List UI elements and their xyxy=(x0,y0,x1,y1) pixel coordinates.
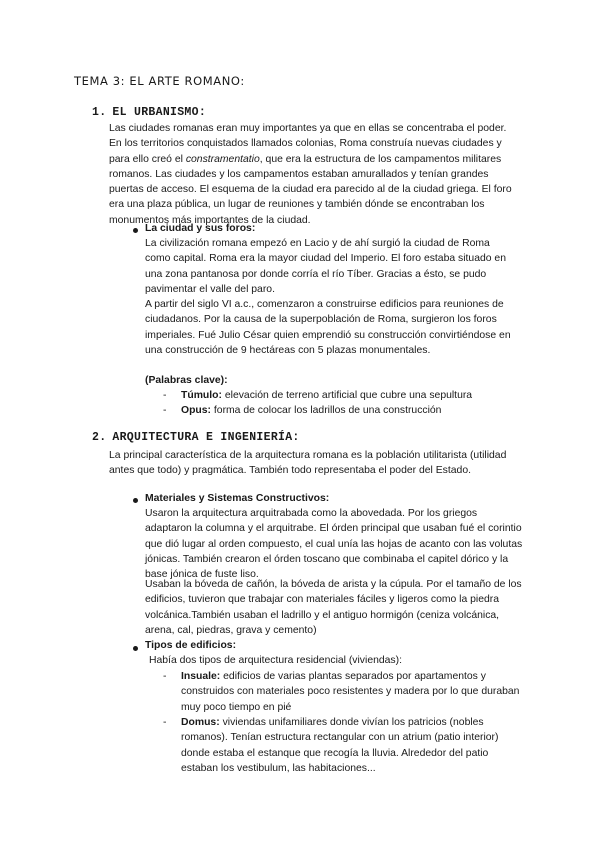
section-2-intro: La principal característica de la arquitectura romana es la población utilitarista (utilidad antes que todo) y pragmática. También todo representaba el poder del Estado. xyxy=(109,450,507,477)
section-1-title-text: EL URBANISMO: xyxy=(112,106,207,119)
italic-term: constramentatio xyxy=(185,153,260,165)
section-2-number: 2. xyxy=(92,431,107,444)
dash-bullet-icon: - xyxy=(163,405,167,416)
keywords-label: (Palabras clave): xyxy=(145,375,228,386)
ciudad-foros-paragraph-1: La civilización romana empezó en Lacio y de ahí surgió la ciudad de Roma como capital. Roma era la mayor ciudad del Imperio. El foro estaba situado en una zona pantanosa por donde corría el río Tíber. Gracias a ésto, se pudo pavimentar el valle del paro. xyxy=(145,238,506,295)
dash-bullet-icon: - xyxy=(163,390,167,401)
bullet-dot-icon xyxy=(133,228,138,233)
materiales-paragraph-2: Usaban la bóveda de cañón, la bóveda de arista y la cúpula. Por el tamaño de los edificios, tuvieron que trabajar con materiales fáciles y ligeros como la piedra volcánica.También usaban el ladrillo y el antiguo hormigón (ceniza volcánica, arena, cal, piedras, grava y cemento) xyxy=(145,579,522,636)
keyword-opus: Opus: forma de colocar los ladrillos de una construcción xyxy=(181,405,442,416)
bullet-dot-icon xyxy=(133,646,138,651)
bullet-heading-tipos-edificios: Tipos de edificios: xyxy=(145,640,237,651)
section-2-title-text: ARQUITECTURA E INGENIERÍA: xyxy=(112,431,300,444)
section-1-intro: Las ciudades romanas eran muy importantes ya que en ellas se concentraba el poder. En los territorios conquistados llamados colonias, Roma construía nuevas ciudades y para ello creó el constramentatio, que era la estructura de los campamentos militares romanos. Las ciudades y los campamentos estaban amurallados y tenían grandes puertas de acceso. El esquema de la ciudad era parecido al de la ciudad griega. El foro era una plaza pública, un lugar de reuniones y también dónde se encontraban los monumentos más importantes de la ciudad. xyxy=(109,123,512,226)
item-domus: Domus: viviendas unifamiliares donde vivían los patricios (nobles romanos). Tenían estructura rectangular con un atrium (patio interior) donde estaba el estanque que recogía la lluvia. Alrededor del patio estaban los vestibulum, las habitaciones... xyxy=(181,717,499,774)
bullet-dot-icon xyxy=(133,498,138,503)
document-title: TEMA 3: EL ARTE ROMANO: xyxy=(74,74,245,88)
section-1-title xyxy=(92,106,206,119)
section-2-title xyxy=(92,431,300,444)
keyword-tumulo: Túmulo: elevación de terreno artificial que cubre una sepultura xyxy=(181,390,473,401)
item-insuale: Insuale: edificios de varias plantas separados por apartamentos y construidos con materiales poco resistentes y madera por lo que duraban muy poco tiempo en pié xyxy=(181,671,520,713)
materiales-paragraph-1: Usaron la arquitectura arquitrabada como la abovedada. Por los griegos adaptaron la columna y el arquitrabe. El órden principal que usaban fué el corintio que dió lugar al orden compuesto, el cual unía las hojas de acanto con las volutas jónicas. También crearon el órden toscano que combinaba el capitel dórico y la base jónica de fuste liso. xyxy=(145,508,523,581)
tipos-edificios-intro: Había dos tipos de arquitectura residencial (viviendas): xyxy=(149,655,402,666)
dash-bullet-icon: - xyxy=(163,671,167,682)
bullet-heading-ciudad-foros: La ciudad y sus foros: xyxy=(145,223,256,234)
dash-bullet-icon: - xyxy=(163,717,167,728)
bullet-heading-materiales: Materiales y Sistemas Constructivos: xyxy=(145,493,330,504)
ciudad-foros-paragraph-2: A partir del siglo VI a.c., comenzaron a construirse edificios para reuniones de ciudadanos. Por la causa de la superpoblación de Roma, surgieron los foros imperiales. Fué Julio César quien emprendió su construcción convirtiéndose en una construcción de 9 hectáreas con 5 plazas monumentales. xyxy=(145,299,511,356)
section-1-number: 1. xyxy=(92,106,107,119)
